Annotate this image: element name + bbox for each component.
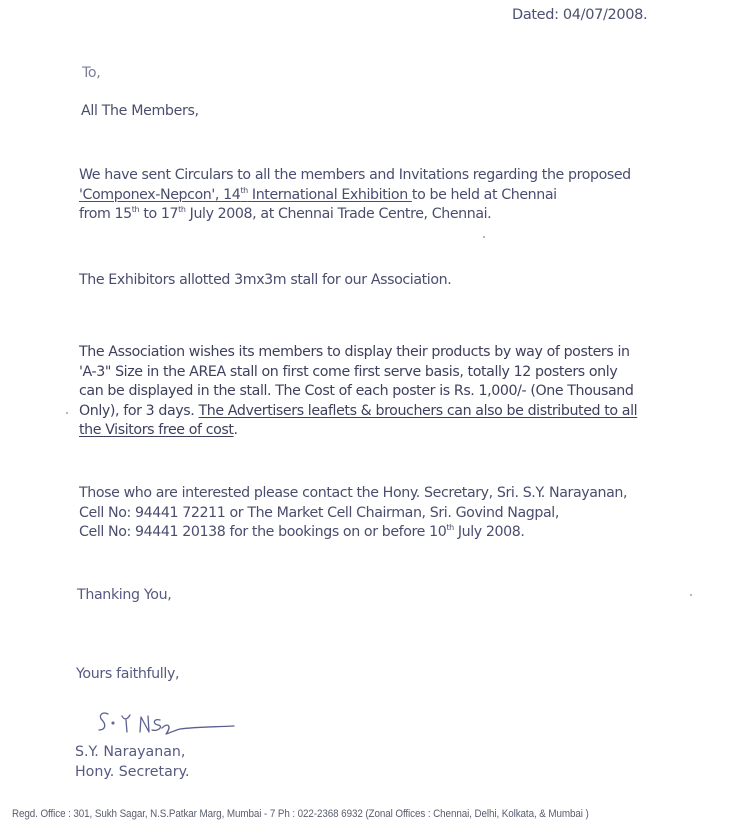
signature-stroke — [99, 713, 108, 730]
exhibition-name — [79, 187, 412, 203]
ordinal-suffix: th — [178, 205, 186, 214]
signer-title: Hony. Secretary. — [75, 764, 190, 780]
text-fragment: 'Componex-Nepcon', 14 — [79, 186, 241, 203]
text-fragment: from 15 — [79, 206, 132, 222]
salutation-recipients: All The Members, — [81, 103, 199, 119]
ordinal-suffix: th — [446, 523, 454, 532]
signature-stroke — [122, 715, 130, 732]
paragraph-line: can be displayed in the stall. The Cost of each poster is Rs. 1,000/- (One Thousand — [79, 383, 634, 399]
signer-name: S.Y. Narayanan, — [75, 744, 186, 760]
paragraph-line: 'A-3" Size in the AREA stall on first come first serve basis, totally 12 posters only — [79, 363, 618, 380]
paragraph-line — [79, 402, 637, 422]
closing-thanks: Thanking You, — [77, 587, 172, 603]
paragraph-line: Cell No: 94441 72211 or The Market Cell Chairman, Sri. Govind Nagpal, — [79, 504, 559, 521]
scan-speck — [690, 594, 692, 596]
closing-signoff: Yours faithfully, — [76, 666, 180, 682]
signature-stroke — [112, 722, 114, 724]
paragraph-exhibition — [79, 166, 631, 225]
ordinal-suffix: th — [240, 185, 248, 195]
paragraph-stall: The Exhibitors allotted 3mx3m stall for our Association. — [79, 272, 452, 288]
text-fragment: International Exhibition — [247, 186, 412, 203]
salutation-to: To, — [82, 65, 101, 81]
scan-speck — [66, 412, 68, 414]
paragraph-line: We have sent Circulars to all the members and Invitations regarding the proposed — [79, 167, 631, 183]
paragraph-line — [79, 205, 631, 225]
paragraph-line — [79, 421, 637, 441]
paragraph-contact — [79, 484, 627, 543]
text-fragment-underlined: The Advertisers leaflets & brouchers can also be distributed to all — [198, 402, 638, 419]
text-fragment: to be held at Chennai — [411, 186, 557, 203]
footer-office-address: Regd. Office : 301, Sukh Sagar, N.S.Patkar Marg, Mumbai - 7 Ph : 022-2368 6932 (Zonal Offices : Chennai, Delhi, Kolkata, & Mumbai ) — [12, 808, 589, 820]
paragraph-line: The Association wishes its members to display their products by way of posters in — [79, 344, 630, 360]
handwritten-signature — [94, 708, 244, 742]
signature-stroke — [162, 725, 234, 734]
letter-date: Dated: 04/07/2008. — [512, 7, 648, 23]
signature-stroke — [140, 716, 149, 732]
text-fragment: Only), for 3 days. — [79, 402, 199, 419]
scan-speck — [483, 236, 485, 238]
text-fragment-underlined: the Visitors free of cost — [79, 422, 234, 438]
text-fragment: July 2008. — [453, 524, 525, 540]
paragraph-posters — [79, 343, 637, 441]
paragraph-line — [79, 186, 631, 206]
text-fragment: Cell No: 94441 20138 for the bookings on or before 10 — [79, 524, 447, 540]
paragraph-line: Those who are interested please contact the Hony. Secretary, Sri. S.Y. Narayanan, — [79, 485, 628, 501]
signature-stroke — [152, 720, 160, 731]
text-fragment: to 17 — [139, 206, 179, 222]
ordinal-suffix: th — [131, 205, 140, 214]
text-fragment: July 2008, at Chennai Trade Centre, Chennai. — [185, 206, 492, 222]
text-fragment: . — [233, 422, 238, 438]
paragraph-line — [79, 523, 627, 543]
